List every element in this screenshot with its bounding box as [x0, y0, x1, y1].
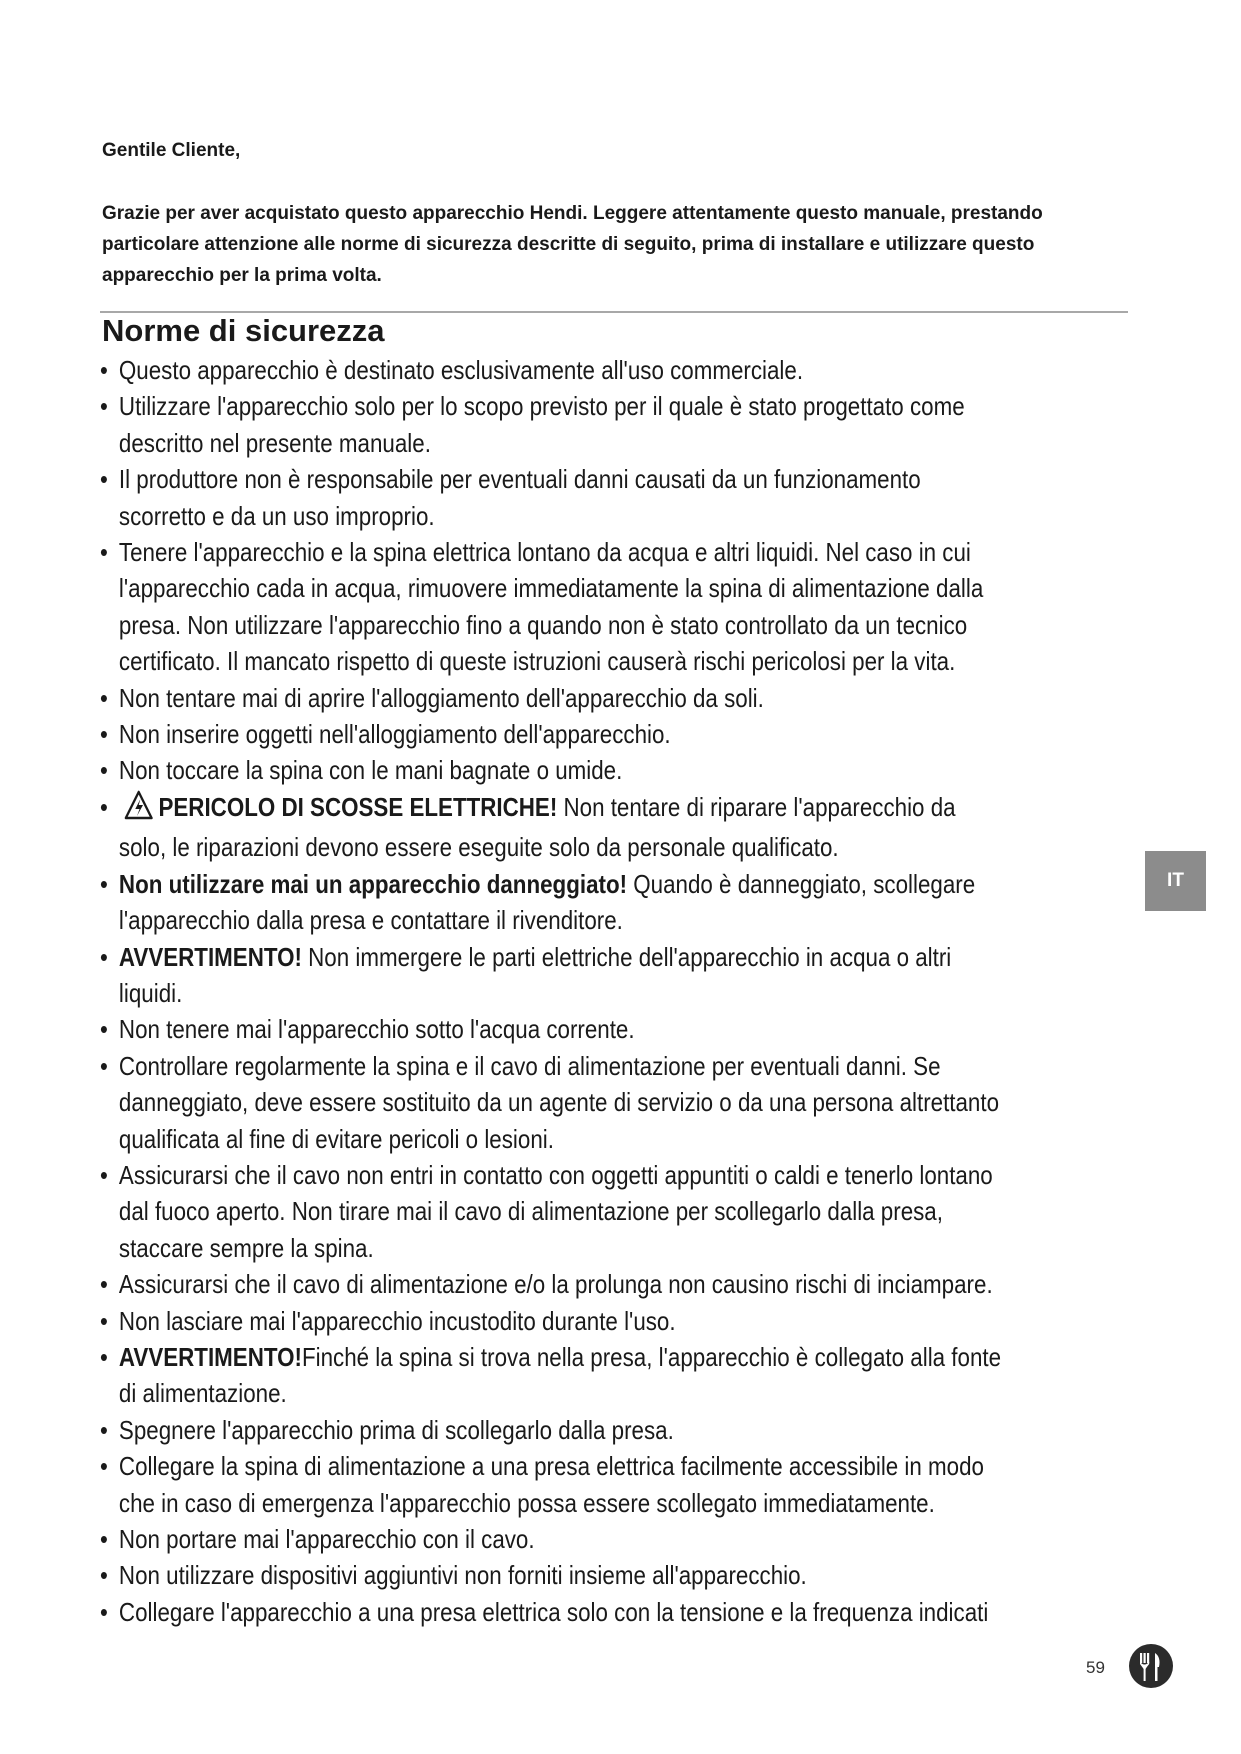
language-tab: IT: [1145, 851, 1206, 911]
rule-text: Non lasciare mai l'apparecchio incustodito durante l'uso.: [118, 1305, 676, 1336]
bullet: •: [100, 791, 108, 822]
cutlery-logo-icon: [1128, 1643, 1174, 1694]
bullet: •: [100, 1560, 108, 1591]
section-title: Norme di sicurezza: [102, 313, 385, 348]
rule-text: Spegnere l'apparecchio prima di scollegarlo dalla presa.: [118, 1414, 674, 1445]
rule-text: Questo apparecchio è destinato esclusivamente all'uso commerciale.: [118, 355, 804, 385]
rule-text: Non tentare di riparare l'apparecchio da solo, le riparazioni devono essere eseguite solo da personale qualificato.: [118, 791, 956, 863]
bullet: •: [100, 1414, 108, 1445]
list-item: [100, 1521, 1003, 1557]
list-item: [100, 1266, 1003, 1302]
rule-emphasis: AVVERTIMENTO!: [118, 941, 302, 972]
bullet: •: [100, 355, 108, 385]
bullet: •: [100, 1451, 108, 1482]
list-item: [100, 866, 1003, 939]
bullet: •: [100, 1014, 108, 1045]
list-item: [100, 1339, 1003, 1412]
bullet: •: [100, 1159, 108, 1190]
page-number: 59: [1086, 1658, 1105, 1677]
list-item: [100, 1048, 1003, 1157]
rule-text: Non tentare mai di aprire l'alloggiamento dell'apparecchio da soli.: [118, 682, 764, 713]
safety-rules-list: [100, 352, 1003, 1630]
list-item: [100, 1303, 1003, 1339]
bullet: •: [100, 537, 108, 568]
list-item: [100, 1157, 1003, 1266]
rule-emphasis: AVVERTIMENTO!: [118, 1341, 302, 1372]
rule-text: Controllare regolarmente la spina e il cavo di alimentazione per eventuali danni. Se danneggiato, deve essere sostituito da un agente di servizio o da una persona altrettanto qualificata al fine di evitare pericoli o lesioni.: [118, 1050, 1000, 1154]
list-item: [100, 939, 1003, 1012]
greeting: Gentile Cliente,: [102, 140, 241, 161]
rule-text: Utilizzare l'apparecchio solo per lo scopo previsto per il quale è stato progettato come descritto nel presente manuale.: [118, 391, 965, 458]
bullet: •: [100, 1305, 108, 1336]
bullet: •: [100, 1596, 108, 1627]
rule-text: Tenere l'apparecchio e la spina elettrica lontano da acqua e altri liquidi. Nel caso in cui l'apparecchio cada in acqua, rimuovere immediatamente la spina di alimentazione dalla presa. Non utilizzare l'apparecchio fino a quando non è stato controllato da un tecnico certificato. Il mancato rispetto di queste istruzioni causerà rischi pericolosi per la vita.: [118, 537, 984, 677]
rule-text: Non inserire oggetti nell'alloggiamento dell'apparecchio.: [118, 719, 671, 750]
list-item: [100, 461, 1003, 534]
bullet: •: [100, 941, 108, 972]
bullet: •: [100, 464, 108, 495]
bullet: •: [100, 1050, 108, 1081]
rule-text: Finché la spina si trova nella presa, l'apparecchio è collegato alla fonte di alimentazione.: [118, 1341, 1002, 1409]
list-item: [100, 1448, 1003, 1521]
bullet: •: [100, 755, 108, 786]
bullet: •: [100, 391, 108, 422]
list-item: [100, 1594, 1003, 1630]
rule-emphasis: PERICOLO DI SCOSSE ELETTRICHE!: [158, 791, 558, 822]
list-item: [100, 1412, 1003, 1448]
list-item: [100, 1557, 1003, 1593]
list-item: [100, 680, 1003, 716]
rule-emphasis: Non utilizzare mai un apparecchio danneggiato!: [118, 868, 628, 899]
rule-text: Quando è danneggiato, scollegare l'apparecchio dalla presa e contattare il rivenditore.: [118, 868, 976, 936]
list-item: [100, 1011, 1003, 1047]
list-item: [100, 789, 1003, 866]
bullet: •: [100, 1524, 108, 1554]
rule-text: Non tenere mai l'apparecchio sotto l'acqua corrente.: [118, 1014, 635, 1045]
rule-text: Assicurarsi che il cavo non entri in contatto con oggetti appuntiti o caldi e tenerlo lontano dal fuoco aperto. Non tirare mai il cavo di alimentazione per scollegarlo dalla presa, staccare sempre la spina.: [118, 1159, 993, 1263]
bullet: •: [100, 1341, 108, 1372]
rule-text: Collegare l'apparecchio a una presa elettrica solo con la tensione e la frequenza indicati: [118, 1596, 989, 1627]
rule-text: Non utilizzare dispositivi aggiuntivi non forniti insieme all'apparecchio.: [118, 1560, 807, 1591]
rule-text: Collegare la spina di alimentazione a una presa elettrica facilmente accessibile in modo che in caso di emergenza l'apparecchio possa essere scollegato immediatamente.: [118, 1451, 984, 1518]
rule-text: Il produttore non è responsabile per eventuali danni causati da un funzionamento scorretto e da un uso improprio.: [118, 464, 921, 531]
bullet: •: [100, 682, 108, 713]
intro-paragraph: Grazie per aver acquistato questo apparecchio Hendi. Leggere attentamente questo manuale, prestando particolare attenzione alle norme di sicurezza descritte di seguito, prima di installare e utilizzare questo apparecchio per la prima volta.: [102, 203, 1043, 286]
list-item: [100, 388, 1003, 461]
bullet: •: [100, 868, 108, 899]
list-item: [100, 752, 1003, 788]
bullet: •: [100, 1269, 108, 1300]
rule-text: Non portare mai l'apparecchio con il cavo.: [118, 1524, 535, 1554]
list-item: [100, 534, 1003, 680]
rule-text: Non toccare la spina con le mani bagnate o umide.: [118, 755, 623, 786]
electric-shock-warning-icon: [124, 790, 153, 829]
list-item: [100, 716, 1003, 752]
bullet: •: [100, 719, 108, 750]
list-item: [100, 352, 1003, 388]
rule-text: Assicurarsi che il cavo di alimentazione e/o la prolunga non causino rischi di inciampare.: [118, 1269, 993, 1300]
rule-text: Non immergere le parti elettriche dell'apparecchio in acqua o altri liquidi.: [118, 941, 952, 1008]
